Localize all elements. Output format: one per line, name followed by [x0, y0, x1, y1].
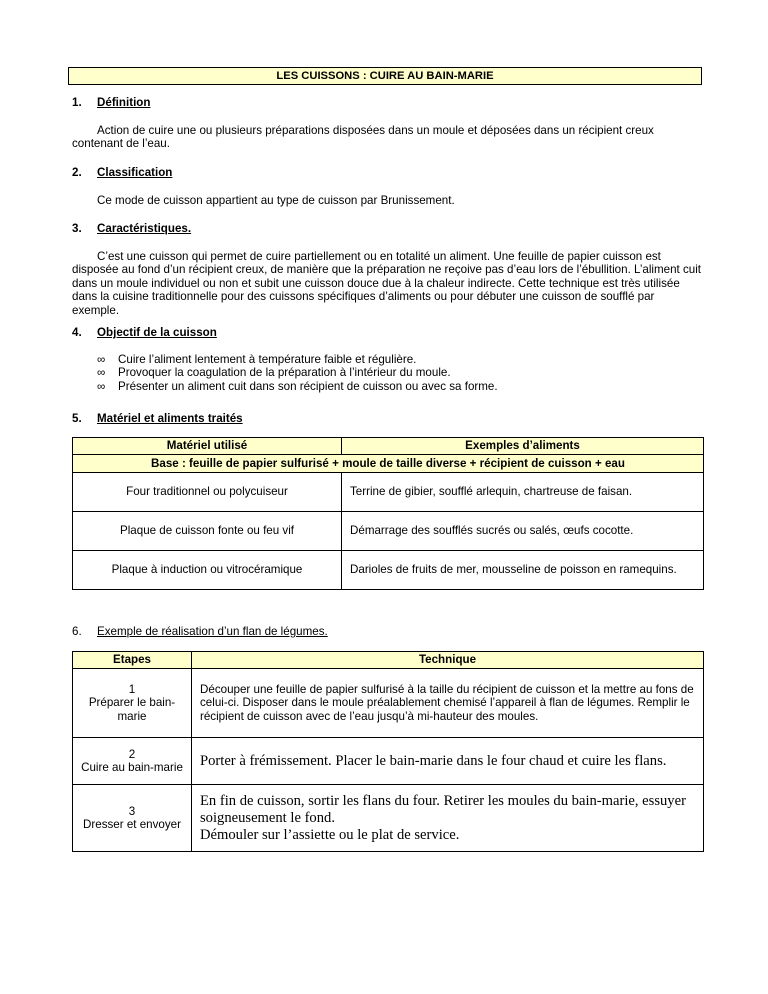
step-cell [73, 669, 192, 738]
step-number: 3 [128, 804, 136, 818]
table-row [73, 473, 704, 512]
table-header: Technique [192, 652, 704, 669]
section-number: 3. [72, 222, 82, 235]
table-row [73, 669, 704, 738]
classification-text: Ce mode de cuisson appartient au type de cuisson par Brunissement. [97, 194, 455, 207]
materiel-table [72, 437, 704, 590]
table-row [73, 738, 704, 785]
table-row [73, 785, 704, 852]
objectif-list [97, 353, 498, 393]
section-heading-classification [72, 166, 172, 180]
technique-text: Démouler sur l’assiette ou le plat de service. [200, 826, 460, 843]
table-row [73, 512, 704, 551]
step-name: Préparer le bain-marie [88, 696, 176, 723]
section-heading-materiel [72, 412, 243, 426]
section-number: 4. [72, 326, 82, 339]
section-label: Matériel et aliments traités [97, 412, 243, 425]
step-name: Dresser et envoyer [83, 818, 181, 831]
table-cell: Terrine de gibier, soufflé arlequin, chartreuse de faisan. [342, 473, 704, 512]
list-item: ∞ Cuire l’aliment lentement à température faible et régulière. [97, 353, 417, 366]
table-row [73, 551, 704, 590]
step-cell [73, 738, 192, 785]
bullet-symbol: ∞ [97, 379, 106, 393]
section-label: Objectif de la cuisson [97, 326, 217, 339]
table-header: Exemples d’aliments [342, 438, 704, 455]
section-label: Définition [97, 96, 151, 109]
section-label: Classification [97, 166, 173, 179]
section-heading-definition [72, 96, 150, 110]
step-number: 1 [128, 682, 136, 696]
caracteristiques-text: C’est une cuisson qui permet de cuire partiellement ou en totalité un aliment. Une feuille de papier cuisson est disposée au fond d’un récipient creux, de manière que la préparation ne reçoive pas d’eau lors de l’ébullition. L’aliment cuit dans un moule individuel ou non et subit une cuisson douce due à la chaleur indirecte. Cette technique est très utilisée dans la cuisine traditionnelle pour des cuissons spécifiques d’aliments ou pour débuter une cuisson de soufflé par exemple. [72, 250, 702, 317]
section-number: 5. [72, 412, 82, 425]
table-base-row: Base : feuille de papier sulfurisé + moule de taille diverse + récipient de cuisson + eau [73, 455, 704, 473]
technique-cell: Porter à frémissement. Placer le bain-marie dans le four chaud et cuire les flans. [192, 738, 704, 785]
list-item: ∞ Présenter un aliment cuit dans son récipient de cuisson ou avec sa forme. [97, 379, 498, 393]
bullet-symbol: ∞ [97, 353, 106, 366]
section-heading-objectif [72, 326, 217, 340]
table-cell: Plaque de cuisson fonte ou feu vif [73, 512, 342, 551]
table-header: Etapes [73, 652, 192, 669]
page-title: LES CUISSONS : CUIRE AU BAIN-MARIE [68, 67, 702, 85]
section-heading-exemple [72, 625, 328, 639]
section-heading-caracteristiques [72, 222, 191, 236]
table-header: Matériel utilisé [73, 438, 342, 455]
table-cell: Démarrage des soufflés sucrés ou salés, œufs cocotte. [342, 512, 704, 551]
section-number: 1. [72, 96, 82, 109]
technique-text: En fin de cuisson, sortir les flans du four. Retirer les moules du bain-marie, essuyer soigneusement le fond. [200, 792, 686, 826]
table-cell: Four traditionnel ou polycuiseur [73, 473, 342, 512]
etapes-table [72, 651, 704, 852]
section-label: Exemple de réalisation d’un flan de légumes. [97, 625, 328, 638]
bullet-symbol: ∞ [97, 366, 106, 380]
step-name: Cuire au bain-marie [81, 761, 183, 774]
technique-cell: Découper une feuille de papier sulfurisé à la taille du récipient de cuisson et la mettre au fons de celui-ci. Disposer dans le moule préalablement chemisé l’appareil à flan de légumes. Remplir le récipient de cuisson avec de l’eau jusqu’à mi-hauteur des moules. [192, 669, 704, 738]
table-cell: Darioles de fruits de mer, mousseline de poisson en ramequins. [342, 551, 704, 590]
section-number: 6. [72, 625, 82, 638]
list-item: ∞ Provoquer la coagulation de la préparation à l’intérieur du moule. [97, 366, 451, 380]
step-cell [73, 785, 192, 852]
definition-text: Action de cuire une ou plusieurs préparations disposées dans un moule et déposées dans un récipient creux contenant de l’eau. [72, 124, 654, 151]
step-number: 2 [128, 747, 136, 761]
technique-cell [192, 785, 704, 852]
section-label: Caractéristiques. [97, 222, 192, 235]
table-cell: Plaque à induction ou vitrocéramique [73, 551, 342, 590]
section-number: 2. [72, 166, 82, 179]
